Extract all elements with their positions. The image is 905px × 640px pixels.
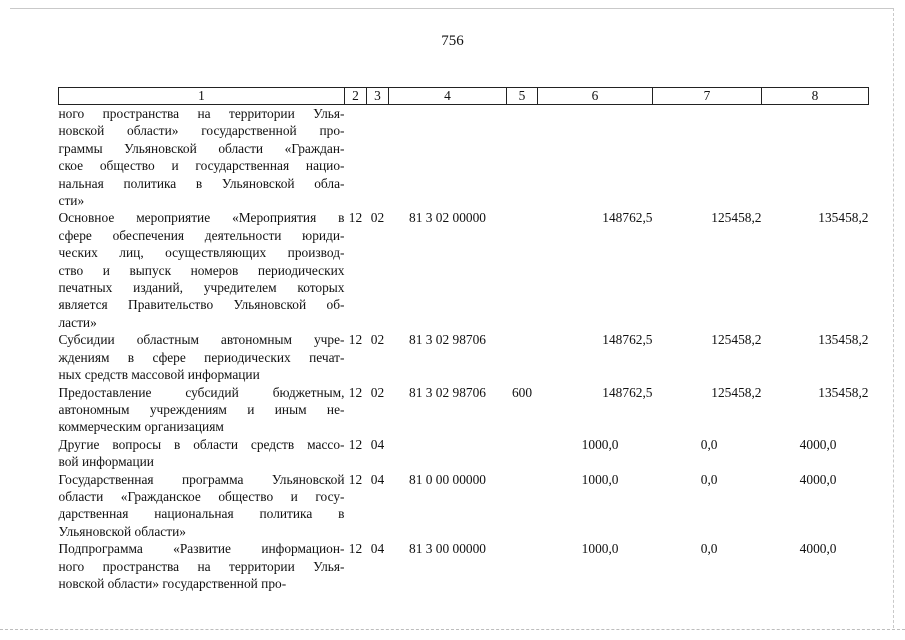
row-name-cell	[59, 540, 345, 592]
table-row	[59, 471, 869, 541]
row-name-line: автономным учреждениям и иным не-	[58, 401, 345, 417]
row-cell-col-6: 148762,5	[602, 384, 653, 400]
row-name-cell	[59, 436, 345, 471]
header-col-7: 7	[653, 88, 762, 105]
row-cell-col-2: 12	[348, 210, 363, 226]
row-cell-col-3: 02	[370, 384, 385, 400]
page-number: 756	[441, 33, 464, 49]
row-cell-col-8: 135458,2	[818, 384, 869, 400]
row-cell-col-3: 04	[370, 541, 385, 557]
table-row	[59, 436, 869, 471]
row-name-line: Ульяновской области»	[58, 523, 186, 539]
row-name-line: Другие вопросы в области средств массо-	[58, 436, 345, 452]
row-cell-col-5	[507, 540, 538, 592]
header-row	[59, 88, 869, 105]
row-cell-col-6: 1000,0	[581, 541, 619, 557]
row-cell-col-7	[653, 105, 762, 210]
row-name-line: коммерческим организациям	[58, 419, 224, 435]
row-cell-col-7: 125458,2	[711, 332, 762, 348]
row-cell-col-6: 148762,5	[602, 332, 653, 348]
row-name-line: новской области» государственной про-	[58, 575, 287, 591]
header-col-5: 5	[507, 88, 538, 105]
row-cell-col-3: 04	[370, 436, 385, 452]
row-cell-col-8: 135458,2	[818, 332, 869, 348]
row-cell-col-4: 81 3 02 00000	[409, 210, 486, 226]
row-name-cell	[59, 471, 345, 541]
row-name-line: ласти»	[58, 314, 97, 330]
row-name-cell	[59, 105, 345, 210]
row-name-line: является Правительство Ульяновской об-	[58, 297, 345, 313]
row-cell-col-8: 4000,0	[799, 541, 837, 557]
table-header	[59, 88, 869, 105]
table-row	[59, 331, 869, 383]
table-row	[59, 209, 869, 331]
row-name-line: ных средств массовой информации	[58, 367, 260, 383]
row-cell-col-5	[507, 471, 538, 541]
header-col-1: 1	[59, 88, 345, 105]
row-name-line: Подпрограмма «Развитие информацион-	[58, 541, 345, 557]
row-name-line: Предоставление субсидий бюджетным,	[58, 384, 345, 400]
row-cell-col-3	[367, 105, 389, 210]
row-cell-col-7: 0,0	[700, 541, 718, 557]
row-cell-col-2: 12	[348, 436, 363, 452]
row-name-cell	[59, 331, 345, 383]
row-cell-col-7: 0,0	[700, 436, 718, 452]
row-name-line: ного пространства на территории Улья-	[58, 106, 345, 121]
row-cell-col-6: 1000,0	[581, 471, 619, 487]
row-name-line: области «Гражданское общество и госу-	[58, 488, 345, 504]
row-name-line: Основное мероприятие «Мероприятия в	[58, 210, 345, 226]
row-cell-col-5	[507, 105, 538, 210]
row-cell-col-4	[389, 436, 507, 471]
row-cell-col-4	[389, 105, 507, 210]
row-name-line: Субсидии областным автономным учре-	[58, 332, 345, 348]
row-name-line: ское общество и государственная нацио-	[58, 158, 345, 174]
row-cell-col-8: 135458,2	[818, 210, 869, 226]
row-name-line: сти»	[58, 193, 85, 209]
header-col-6: 6	[538, 88, 653, 105]
row-cell-col-4: 81 3 02 98706	[409, 332, 486, 348]
row-name-line: ного пространства на территории Улья-	[58, 558, 345, 574]
row-name-line: ство и выпуск номеров периодических	[58, 262, 345, 278]
row-name-line: ческих лиц, осуществляющих производ-	[58, 245, 345, 261]
row-name-line: нальная политика в Ульяновской обла-	[58, 175, 345, 191]
row-cell-col-3: 04	[370, 471, 385, 487]
row-cell-col-8	[762, 105, 869, 210]
row-name-cell	[59, 209, 345, 331]
row-name-line: дарственная национальная политика в	[58, 506, 345, 522]
page-bottom-border	[0, 629, 905, 630]
table-row	[59, 540, 869, 592]
row-cell-col-8: 4000,0	[799, 436, 837, 452]
row-cell-col-6	[538, 105, 653, 210]
budget-table	[58, 87, 869, 592]
row-name-line: новской области» государственной про-	[58, 123, 345, 139]
row-cell-col-4: 81 3 02 98706	[409, 384, 486, 400]
header-col-4: 4	[389, 88, 507, 105]
row-name-line: граммы Ульяновской области «Граждан-	[58, 140, 345, 156]
row-cell-col-2: 12	[348, 541, 363, 557]
table-row	[59, 105, 869, 210]
table-row	[59, 384, 869, 436]
row-cell-col-2: 12	[348, 471, 363, 487]
row-name-line: Государственная программа Ульяновской	[58, 471, 345, 487]
row-cell-col-2: 12	[348, 332, 363, 348]
row-cell-col-8: 4000,0	[799, 471, 837, 487]
header-col-8: 8	[762, 88, 869, 105]
row-cell-col-5	[507, 209, 538, 331]
row-cell-col-4: 81 3 00 00000	[409, 541, 486, 557]
header-col-3: 3	[367, 88, 389, 105]
row-cell-col-5	[507, 331, 538, 383]
header-col-2: 2	[345, 88, 367, 105]
row-cell-col-7: 125458,2	[711, 384, 762, 400]
row-cell-col-7: 0,0	[700, 471, 718, 487]
row-name-line: сфере обеспечения деятельности юриди-	[58, 227, 345, 243]
row-name-cell	[59, 384, 345, 436]
row-cell-col-3: 02	[370, 210, 385, 226]
row-cell-col-5	[507, 436, 538, 471]
row-name-line: вой информации	[58, 454, 154, 470]
row-name-line: ждениям в сфере периодических печат-	[58, 349, 345, 365]
row-name-line: печатных изданий, учредителем которых	[58, 280, 345, 296]
row-cell-col-7: 125458,2	[711, 210, 762, 226]
row-cell-col-3: 02	[370, 332, 385, 348]
row-cell-col-5: 600	[511, 384, 533, 400]
row-cell-col-6: 148762,5	[602, 210, 653, 226]
row-cell-col-4: 81 0 00 00000	[409, 471, 486, 487]
row-cell-col-2: 12	[348, 384, 363, 400]
row-cell-col-6: 1000,0	[581, 436, 619, 452]
row-cell-col-2	[345, 105, 367, 210]
table-body	[59, 105, 869, 593]
